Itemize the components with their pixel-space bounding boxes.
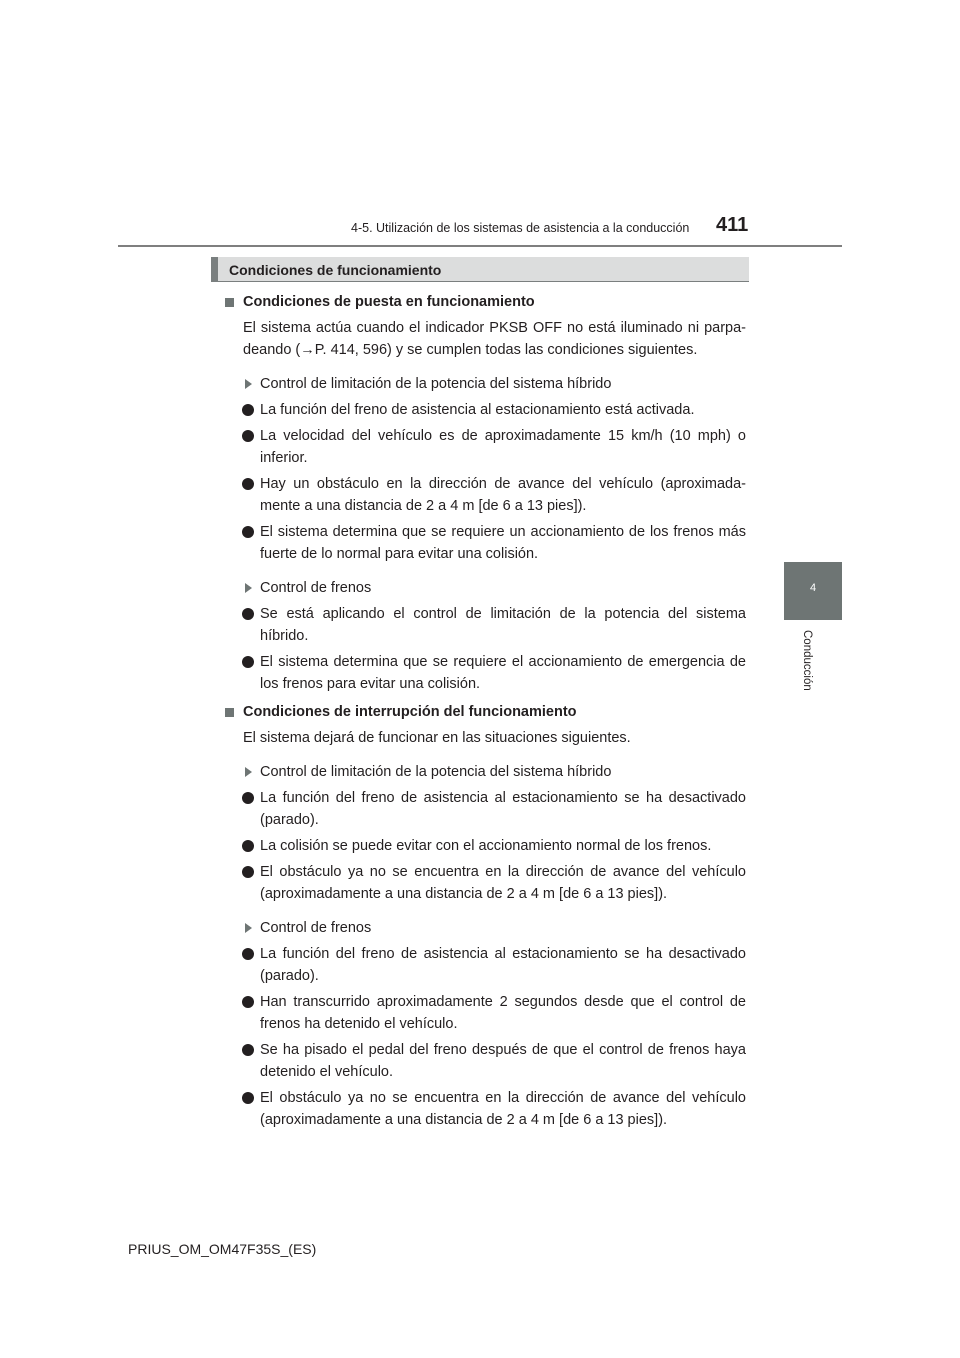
paragraph: El sistema actúa cuando el indicador PKSB OFF no está iluminado ni parpa-deando (→P. 414, 596) y se cumplen todas las condiciones siguientes. (243, 320, 746, 358)
subheading-text: Condiciones de puesta en funcionamiento (243, 294, 535, 310)
list-item (222, 835, 746, 857)
list-item-text: La función del freno de asistencia al estacionamiento está activada. (260, 402, 695, 418)
list-item-text: La función del freno de asistencia al estacionamiento se ha desactivado (parado). (260, 790, 746, 828)
arrow-subitem (222, 761, 746, 783)
triangle-arrow-icon (245, 379, 252, 389)
square-bullet-icon (225, 298, 234, 307)
list-item (222, 521, 746, 565)
list-item-text: Han transcurrido aproximadamente 2 segundos desde que el control de frenos ha detenido el vehículo. (260, 994, 746, 1032)
bullet-dot-icon (242, 656, 254, 668)
list-item-text: La función del freno de asistencia al estacionamiento se ha desactivado (parado). (260, 946, 746, 984)
bullet-dot-icon (242, 430, 254, 442)
chapter-tab (784, 562, 842, 620)
arrow-subitem (222, 917, 746, 939)
bullet-dot-icon (242, 996, 254, 1008)
arrow-subitem-label: Control de limitación de la potencia del sistema híbrido (260, 764, 612, 780)
list-item-text: El sistema determina que se requiere el accionamiento de emergencia de los frenos para evitar una colisión. (260, 654, 746, 692)
bullet-dot-icon (242, 526, 254, 538)
bullet-dot-icon (242, 1044, 254, 1056)
section-title: Condiciones de funcionamiento (229, 262, 442, 278)
main-content (222, 287, 746, 1131)
list-item-text: La colisión se puede evitar con el accionamiento normal de los frenos. (260, 838, 712, 854)
bullet-dot-icon (242, 608, 254, 620)
list-item (222, 991, 746, 1035)
list-item-text: El obstáculo ya no se encuentra en la dirección de avance del vehículo (aproximadamente a una distancia de 2 a 4 m [de 6 a 13 pies]). (260, 1090, 746, 1128)
list-item (222, 861, 746, 905)
arrow-subitem-label: Control de frenos (260, 580, 372, 596)
list-item (222, 787, 746, 831)
list-item (222, 603, 746, 647)
arrow-subitem (222, 577, 746, 599)
list-item (222, 399, 746, 421)
chapter-number: 4 (809, 582, 817, 594)
page-number: 411 (716, 214, 749, 236)
list-item-text: El sistema determina que se requiere un accionamiento de los frenos más fuerte de lo normal para evitar una colisión. (260, 524, 746, 562)
arrow-subitem-label: Control de frenos (260, 920, 372, 936)
triangle-arrow-icon (245, 767, 252, 777)
list-item-text: El obstáculo ya no se encuentra en la dirección de avance del vehículo (aproximadamente a una distancia de 2 a 4 m [de 6 a 13 pies]). (260, 864, 746, 902)
triangle-arrow-icon (245, 923, 252, 933)
list-item (222, 651, 746, 695)
bullet-dot-icon (242, 866, 254, 878)
bullet-dot-icon (242, 404, 254, 416)
triangle-arrow-icon (245, 583, 252, 593)
list-item (222, 1039, 746, 1083)
square-bullet-icon (225, 708, 234, 717)
list-item (222, 425, 746, 469)
bullet-dot-icon (242, 792, 254, 804)
chapter-label: Conducción (801, 630, 813, 691)
subheading-operation (222, 291, 746, 313)
document-code: PRIUS_OM_OM47F35S_(ES) (128, 1241, 317, 1257)
bullet-dot-icon (242, 478, 254, 490)
list-item-text: Se está aplicando el control de limitación de la potencia del sistema híbrido. (260, 606, 746, 644)
arrow-subitem (222, 373, 746, 395)
bullet-dot-icon (242, 1092, 254, 1104)
subheading-cancel (222, 701, 746, 723)
arrow-subitem-label: Control de limitación de la potencia del sistema híbrido (260, 376, 612, 392)
list-item (222, 1087, 746, 1131)
paragraph: El sistema dejará de funcionar en las situaciones siguientes. (243, 730, 631, 746)
bullet-dot-icon (242, 840, 254, 852)
list-item (222, 473, 746, 517)
bullet-dot-icon (242, 948, 254, 960)
list-item-text: Se ha pisado el pedal del freno después de que el control de frenos haya detenido el vehículo. (260, 1042, 746, 1080)
subheading-text: Condiciones de interrupción del funcionamiento (243, 704, 577, 720)
list-item (222, 943, 746, 987)
list-item-text: La velocidad del vehículo es de aproximadamente 15 km/h (10 mph) o inferior. (260, 428, 746, 466)
list-item-text: Hay un obstáculo en la dirección de avance del vehículo (aproximada-mente a una distancia de 2 a 4 m [de 6 a 13 pies]). (260, 476, 746, 514)
section-path: 4-5. Utilización de los sistemas de asistencia a la conducción (351, 221, 690, 235)
section-heading-bar (211, 257, 749, 282)
header-divider (118, 245, 842, 247)
